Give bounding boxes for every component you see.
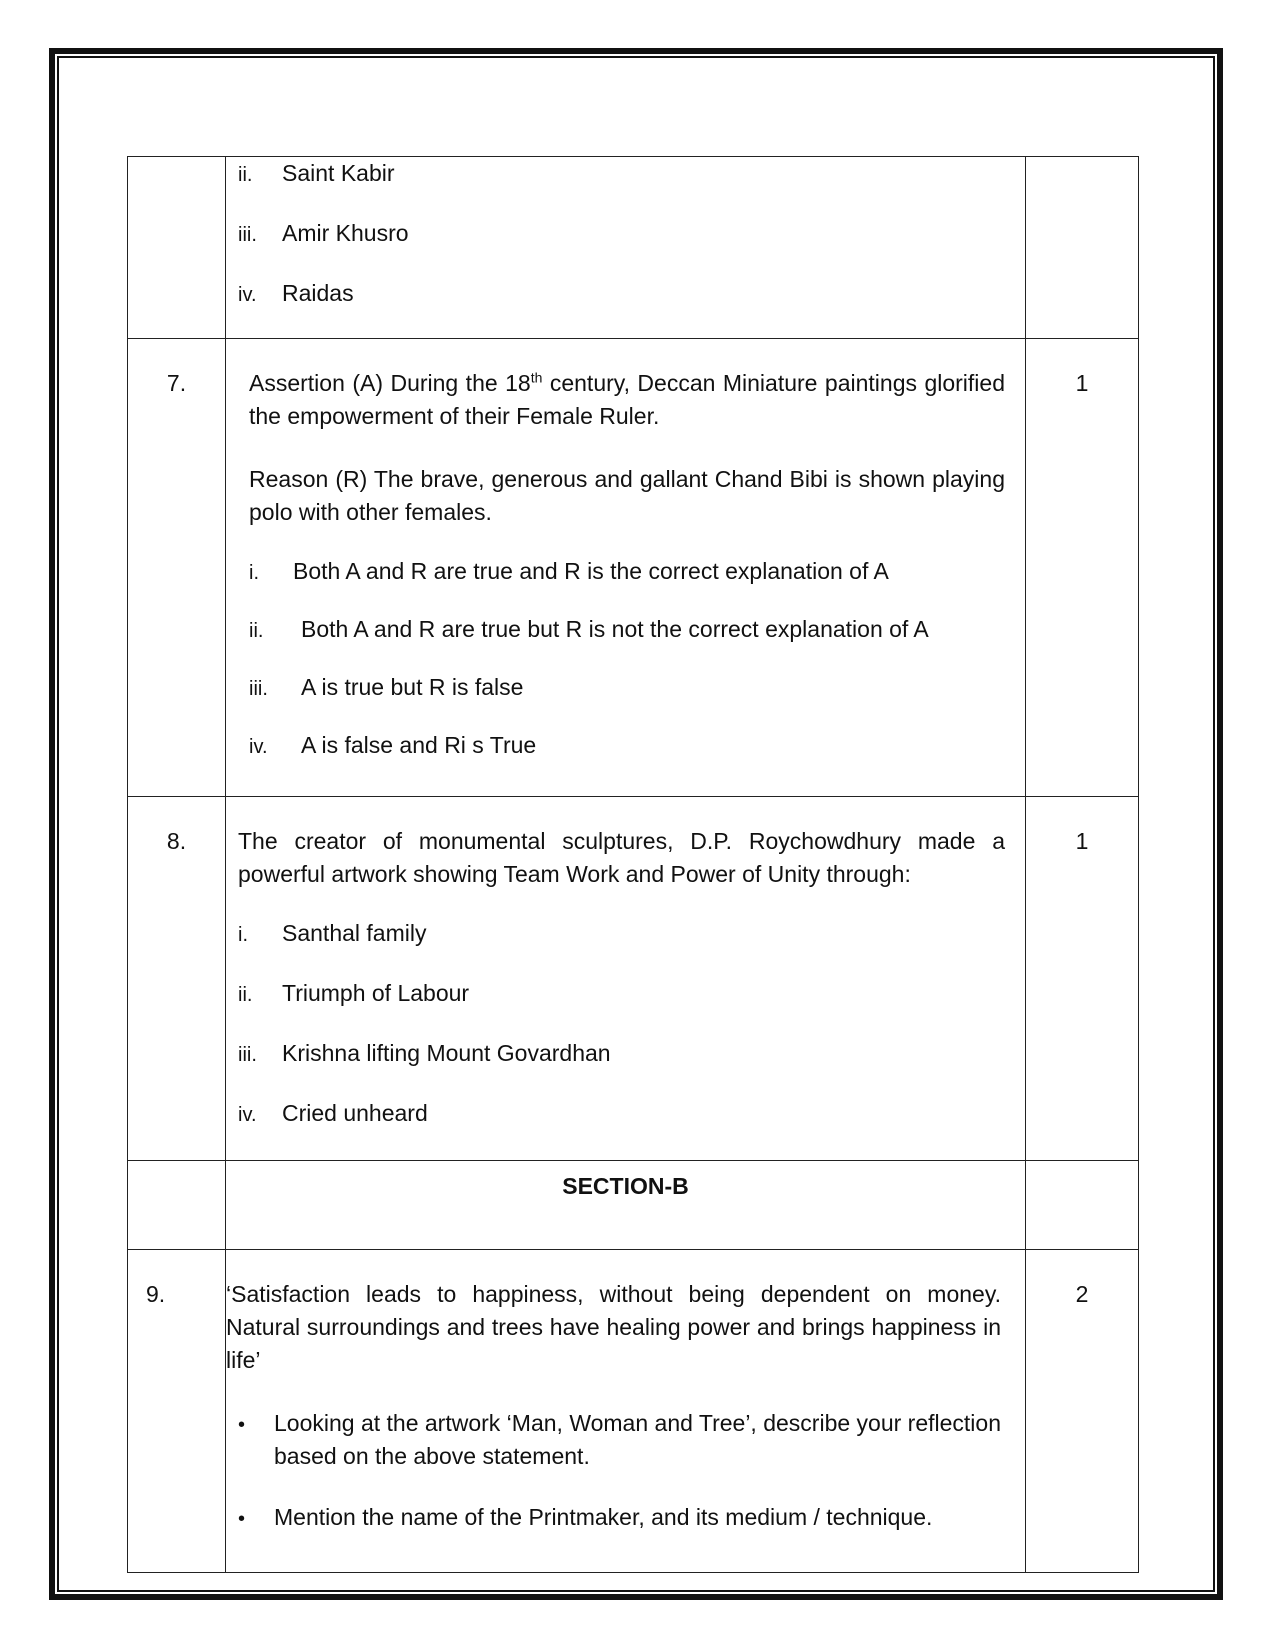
table-row bbox=[128, 797, 1139, 1161]
option-text: Both A and R are true but R is not the correct explanation of A bbox=[301, 616, 929, 642]
bullet-item bbox=[226, 1407, 1001, 1473]
option-item bbox=[238, 1037, 1005, 1097]
option-text: Triumph of Labour bbox=[282, 980, 470, 1006]
option-numeral: iii. bbox=[238, 1044, 257, 1066]
option-numeral: ii. bbox=[238, 984, 253, 1006]
table-row bbox=[128, 1250, 1139, 1573]
question-number: 9. bbox=[146, 1281, 166, 1307]
question-number: 8. bbox=[166, 828, 187, 854]
quote-text: ‘Satisfaction leads to happiness, without being dependent on money. Natural surroundings and trees have healing power and brings happiness in life’ bbox=[226, 1281, 1001, 1373]
question-cell bbox=[226, 797, 1026, 1161]
option-text: Raidas bbox=[282, 280, 354, 306]
reason-text: Reason (R) The brave, generous and gallant Chand Bibi is shown playing polo with other females. bbox=[249, 466, 1005, 525]
assertion-text bbox=[249, 367, 1005, 433]
marks-cell bbox=[1026, 797, 1139, 1161]
option-numeral: ii. bbox=[238, 164, 253, 186]
marks-value: 1 bbox=[1075, 828, 1089, 854]
option-text: Cried unheard bbox=[282, 1100, 428, 1126]
option-item bbox=[249, 729, 1005, 769]
option-text: Amir Khusro bbox=[282, 220, 409, 246]
marks-value: 2 bbox=[1075, 1281, 1089, 1307]
option-item bbox=[249, 555, 1005, 613]
option-numeral: ii. bbox=[249, 620, 264, 642]
question-number-cell bbox=[128, 1250, 226, 1573]
option-item bbox=[238, 977, 1005, 1037]
marks-cell bbox=[1026, 339, 1139, 797]
section-cell bbox=[226, 1161, 1026, 1250]
question-cell bbox=[226, 157, 1026, 339]
marks-cell bbox=[1026, 1161, 1139, 1250]
assertion-before: Assertion (A) During the 18 bbox=[249, 370, 531, 396]
bullet-icon: • bbox=[238, 1414, 246, 1436]
option-numeral: iii. bbox=[249, 678, 268, 700]
option-item bbox=[238, 217, 1025, 277]
bullet-item bbox=[226, 1501, 1001, 1536]
question-cell bbox=[226, 339, 1026, 797]
option-text: A is false and Ri s True bbox=[301, 732, 537, 758]
section-title: SECTION-B bbox=[562, 1173, 689, 1199]
option-text: Krishna lifting Mount Govardhan bbox=[282, 1040, 611, 1066]
option-numeral: iv. bbox=[249, 736, 268, 758]
option-text: A is true but R is false bbox=[301, 674, 524, 700]
option-item bbox=[249, 613, 1005, 671]
option-numeral: i. bbox=[249, 562, 259, 584]
question-number-cell bbox=[128, 339, 226, 797]
question-number-cell bbox=[128, 157, 226, 339]
option-numeral: iv. bbox=[238, 1104, 257, 1126]
question-number-cell bbox=[128, 1161, 226, 1250]
option-numeral: iii. bbox=[238, 224, 257, 246]
question-table bbox=[127, 156, 1139, 1573]
question-number: 7. bbox=[166, 370, 187, 396]
option-numeral: iv. bbox=[238, 284, 257, 306]
marks-cell bbox=[1026, 157, 1139, 339]
question-text: The creator of monumental sculptures, D.P. Roychowdhury made a powerful artwork showing Team Work and Power of Unity through: bbox=[238, 828, 1005, 887]
option-text: Saint Kabir bbox=[282, 160, 395, 186]
marks-cell bbox=[1026, 1250, 1139, 1573]
question-cell bbox=[226, 1250, 1026, 1573]
option-numeral: i. bbox=[238, 924, 248, 946]
assertion-superscript: th bbox=[530, 369, 543, 386]
option-item bbox=[238, 157, 1025, 217]
table-row bbox=[128, 339, 1139, 797]
table-row bbox=[128, 157, 1139, 339]
option-item bbox=[238, 917, 1005, 977]
bullet-icon: • bbox=[238, 1508, 246, 1530]
option-text: Both A and R are true and R is the correct explanation of A bbox=[293, 558, 889, 584]
question-number-cell bbox=[128, 797, 226, 1161]
table-row bbox=[128, 1161, 1139, 1250]
bullet-text: Mention the name of the Printmaker, and its medium / technique. bbox=[274, 1504, 933, 1530]
option-item bbox=[238, 1097, 1005, 1137]
option-item bbox=[238, 277, 1025, 327]
option-text: Santhal family bbox=[282, 920, 427, 946]
assertion-after: century, Deccan Miniature paintings glorified the empowerment of their Female Ruler. bbox=[249, 370, 1006, 429]
bullet-text: Looking at the artwork ‘Man, Woman and Tree’, describe your reflection based on the above statement. bbox=[274, 1410, 1001, 1469]
marks-value: 1 bbox=[1075, 370, 1089, 396]
option-item bbox=[249, 671, 1005, 729]
